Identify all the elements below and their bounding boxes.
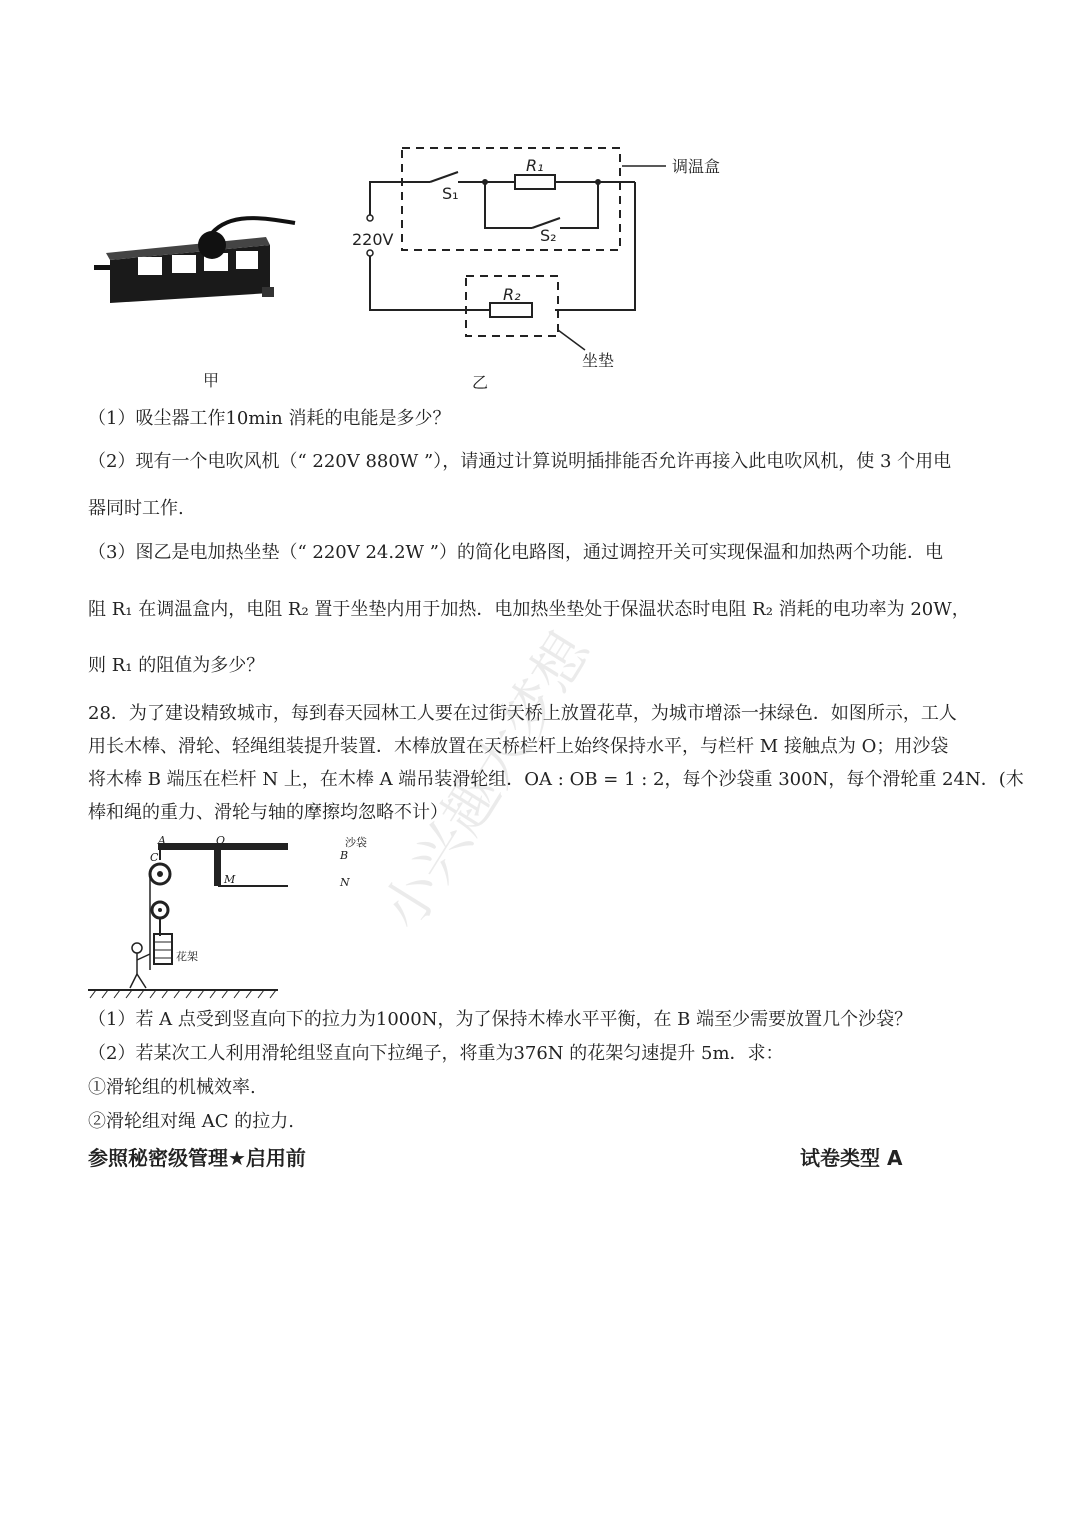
question-27-2-cont: 器同时工作. [88,498,184,519]
question-28-1: （1）若 A 点受到竖直向下的拉力为1000N，为了保持木棒水平平衡，在 B 端至少需要放置几个沙袋？ [88,1009,913,1030]
temp-box-label: 调温盒 [672,157,721,176]
question-28-intro-3: 将木棒 B 端压在栏杆 N 上，在木棒 A 端吊装滑轮组．OA : OB = 1 : 2，每个沙袋重 300N，每个滑轮重 24N．(木 [88,769,1024,790]
question-27-3-cont2: 则 R₁ 的阻值为多少？ [88,655,265,676]
power-strip-figure [90,205,310,315]
circuit-diagram [340,140,740,390]
fig2-label-M: M [224,873,236,886]
fig2-label-C: C [150,851,159,864]
fig2-label-A: A [158,834,166,847]
fig2-label-sandbag: 沙袋 [345,836,367,849]
figure-label-yi: 乙 [472,373,489,392]
fig2-label-O: O [216,834,226,847]
voltage-label: 220V [352,230,394,249]
question-28-2-part2: ②滑轮组对绳 AC 的拉力. [88,1111,294,1132]
seat-pad-label: 坐垫 [582,351,615,370]
temp-box-outline [402,148,620,250]
figure-label-jia: 甲 [203,371,220,390]
question-28-intro-4: 棒和绳的重力、滑轮与轴的摩擦均忽略不计） [88,802,448,823]
paper-type: 试卷类型 A [800,1146,903,1170]
s1-label: S₁ [442,184,459,203]
s2-label: S₂ [540,226,557,245]
question-27-1: （1）吸尘器工作10min 消耗的电能是多少？ [88,408,451,429]
fig2-label-flower-rack: 花架 [176,950,198,963]
question-27-3-cont1: 阻 R₁ 在调温盒内，电阻 R₂ 置于坐垫内用于加热．电加热坐垫处于保温状态时电阻 R₂ 消耗的电功率为 20W， [88,599,970,620]
question-28-intro-2: 用长木棒、滑轮、轻绳组装提升装置．木棒放置在天桥栏杆上始终保持水平，与栏杆 M 接触点为 O；用沙袋 [88,736,949,757]
question-27-3: （3）图乙是电加热坐垫（“ 220V 24.2W ”）的简化电路图，通过调控开关可实现保温和加热两个功能．电 [88,542,943,563]
r1-label: R₁ [526,156,544,175]
lever-pulley-figure [88,830,288,1000]
question-28-intro-1: 28．为了建设精致城市，每到春天园林工人要在过街天桥上放置花草，为城市增添一抹绿色．如图所示，工人 [88,703,957,724]
confidentiality-notice: 参照秘密级管理★启用前 [88,1146,306,1170]
fig2-label-N: N [340,876,350,889]
question-27-2: （2）现有一个电吹风机（“ 220V 880W ”），请通过计算说明插排能否允许再接入此电吹风机，使 3 个用电 [88,451,952,472]
question-28-2: （2）若某次工人利用滑轮组竖直向下拉绳子，将重为376N 的花架匀速提升 5m．求： [88,1043,784,1064]
fig2-label-B: B [340,849,349,862]
question-28-2-part1: ①滑轮组的机械效率. [88,1077,256,1098]
r2-label: R₂ [503,285,521,304]
watermark: 小兴趣大梦想 [370,621,604,941]
